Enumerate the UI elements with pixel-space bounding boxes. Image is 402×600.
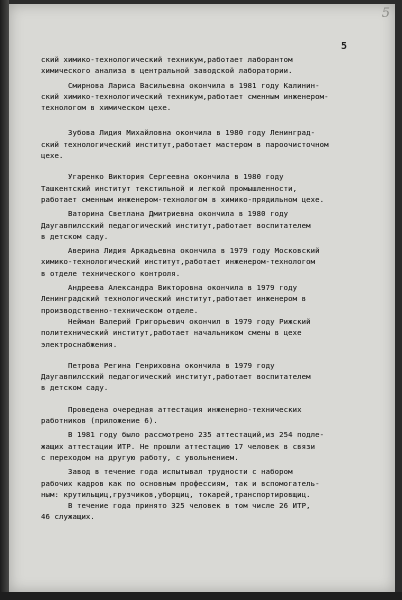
page-number: 5 xyxy=(341,41,348,52)
paragraph-hired-count: В течение года принято 325 человек в том числе 26 ИТР, 46 служащих. xyxy=(41,501,311,522)
paragraph-smirnova: Смирнова Лариса Васильевна окончила в 1981 году Калинин- ский химико-технологический техникум,работает сменным инженером- технологом в химическом цехе. xyxy=(41,80,329,113)
archive-mark: 5 xyxy=(381,6,390,21)
paragraph-intro-continuation: ский химико-технологический техникум,работает лаборантом химического анализа в центральной заводской лаборатории. xyxy=(41,55,293,76)
document-body xyxy=(41,54,387,523)
paragraph-ugarenko: Угаренко Виктория Сергеевна окончила в 1980 году Ташкентский институт текстильной и легкой промышленности, работает сменным инженером-технологом в химико-прядильном цехе. xyxy=(41,172,325,204)
paragraph-zubova: Зубова Лидия Михайловна окончила в 1980 году Ленинград- ский технологический институт,работает мастером в пароочисточном цехе. xyxy=(41,128,329,161)
paragraph-vatorina: Ваторина Светлана Дмитриевна окончила в 1980 году Даугавпилсский педагогический институт,работает воспитателем в детском саду. xyxy=(41,209,311,241)
paragraph-averina: Аверина Лидия Аркадьевна окончила в 1979 году Московский химико-технологический институт,работает инженером-технологом в отделе технического контроля. xyxy=(41,246,320,278)
paragraph-attestation-results: В 1981 году было рассмотрено 235 аттестаций,из 254 подле- жащих аттестации ИТР. Не прошли аттестацию 17 человек в связи с переходом на другую работу, с увольнением. xyxy=(41,430,325,462)
paragraph-petrova: Петрова Регина Генриховна окончила в 1979 году Даугавпилсский педагогический институт,работает воспитателем в детском саду. xyxy=(41,360,311,393)
paragraph-attestation: Проведена очередная аттестация инженерно-технических работников (приложение 6). xyxy=(41,404,302,426)
scan-edge xyxy=(0,0,9,600)
paragraph-neiman: Нейман Валерий Григорьевич окончил в 1979 году Рижский политехнический институт,работает начальником смены в цехе электроснабжения. xyxy=(41,316,311,349)
scan-bottom-edge xyxy=(0,592,402,600)
paragraph-andreeva: Андреева Александра Викторовна окончила в 1979 году Ленинградский технологический институт,работает инженером в производственно-техническом отделе. xyxy=(41,283,307,315)
paragraph-hiring-difficulties: Завод в течение года испытывал трудности с набором рабочих кадров как по основным профессиям, так и вспомогатель- ным: крутильщиц,грузчиков,уборщиц, токарей,транспортировщиц. xyxy=(41,467,320,499)
